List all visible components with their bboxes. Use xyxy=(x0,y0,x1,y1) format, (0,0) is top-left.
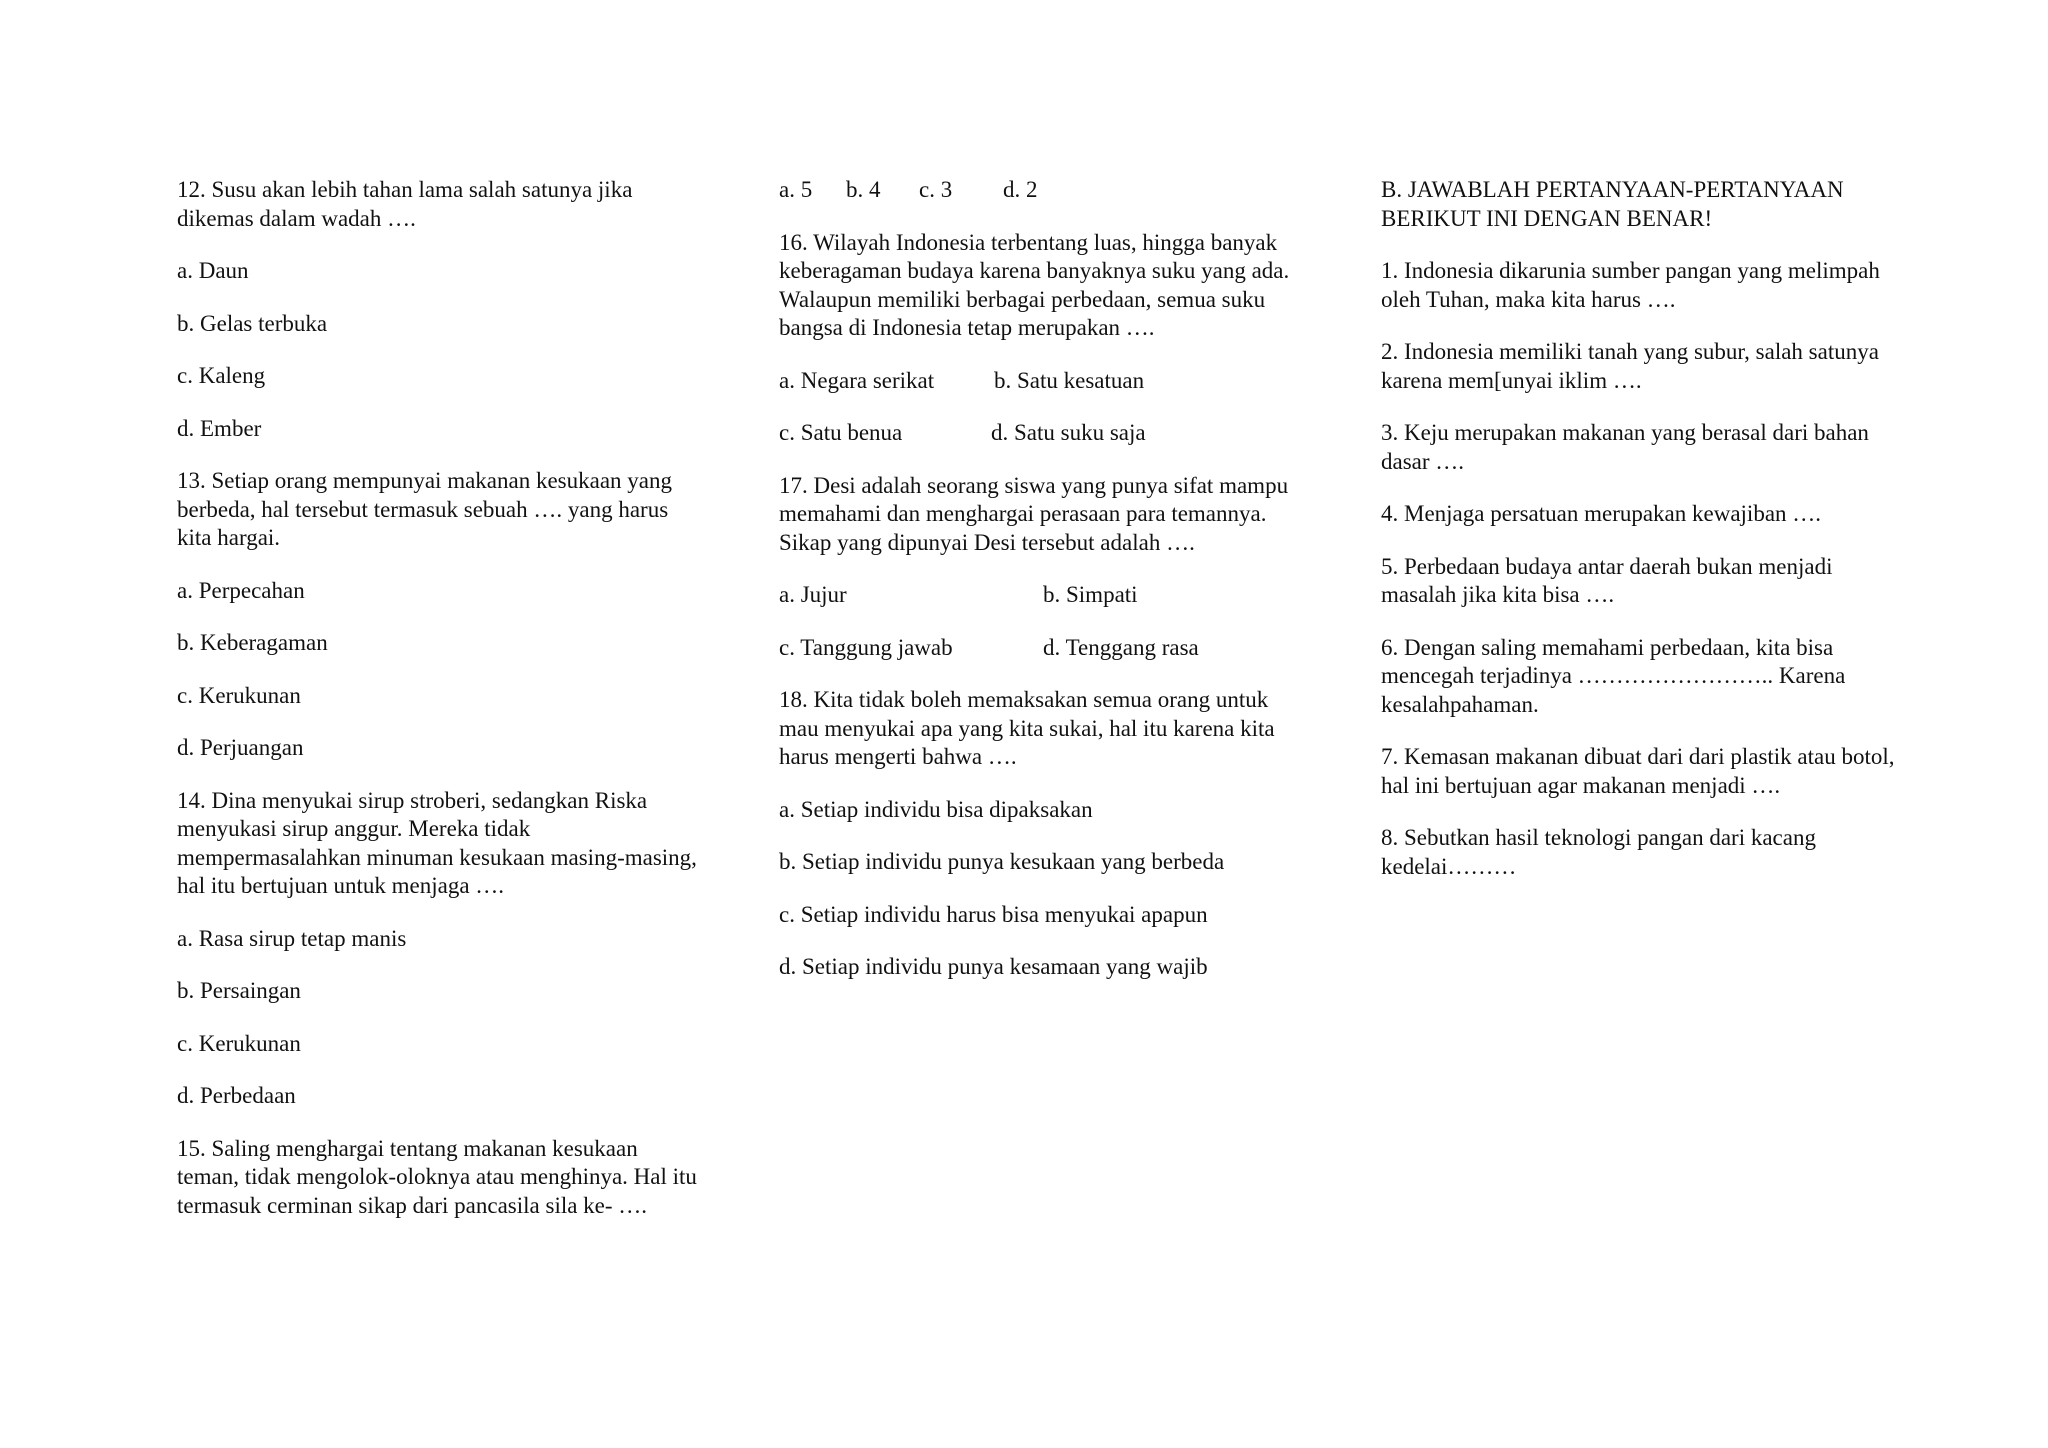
q18-option-b: b. Setiap individu punya kesukaan yang berbeda xyxy=(779,849,1225,874)
q17-option-d: d. Tenggang rasa xyxy=(1043,634,1199,660)
q17-option-a: a. Jujur xyxy=(779,582,847,607)
q15-option-b: b. 4 xyxy=(846,177,881,202)
q12-option-d: d. Ember xyxy=(177,415,262,441)
essay-question-1: 1. Indonesia dikarunia sumber pangan yang melimpah oleh Tuhan, maka kita harus …. xyxy=(1381,258,1880,312)
q12-option-c: c. Kaleng xyxy=(177,363,266,388)
essay-question-8: 8. Sebutkan hasil teknologi pangan dari kacang kedelai……… xyxy=(1381,825,1816,879)
q16-options-row-2 xyxy=(779,419,1299,448)
essay-question-4: 4. Menjaga persatuan merupakan kewajiban …. xyxy=(1381,501,1822,526)
essay-question-7: 7. Kemasan makanan dibuat dari dari plastik atau botol, hal ini bertujuan agar makanan menjadi …. xyxy=(1381,744,1895,798)
column-2 xyxy=(779,176,1299,1006)
q14-option-a: a. Rasa sirup tetap manis xyxy=(177,925,407,951)
q17-option-c: c. Tanggung jawab xyxy=(779,634,953,660)
question-13: 13. Setiap orang mempunyai makanan kesukaan yang berbeda, hal tersebut termasuk sebuah …. yang harus kita hargai. xyxy=(177,468,672,550)
q16-option-b: b. Satu kesatuan xyxy=(994,367,1145,393)
q18-option-c: c. Setiap individu harus bisa menyukai apapun xyxy=(779,901,1208,927)
q14-option-b: b. Persaingan xyxy=(177,978,301,1003)
q17-options-row-1 xyxy=(779,581,1299,610)
question-15: 15. Saling menghargai tentang makanan kesukaan teman, tidak mengolok-oloknya atau menghinya. Hal itu termasuk cerminan sikap dari pancasila sila ke- …. xyxy=(177,1135,697,1218)
question-17: 17. Desi adalah seorang siswa yang punya sifat mampu memahami dan menghargai perasaan para temannya. Sikap yang dipunyai Desi tersebut adalah …. xyxy=(779,472,1289,555)
q16-option-c: c. Satu benua xyxy=(779,420,903,445)
question-14: 14. Dina menyukai sirup stroberi, sedangkan Riska menyukasi sirup anggur. Mereka tidak mempermasalahkan minuman kesukaan masing-masing, hal itu bertujuan untuk menjaga …. xyxy=(177,787,697,898)
q15-options-row xyxy=(779,176,1299,205)
column-1 xyxy=(177,176,697,1244)
column-3 xyxy=(1381,176,1911,905)
question-18: 18. Kita tidak boleh memaksakan semua orang untuk mau menyukai apa yang kita sukai, hal itu karena kita harus mengerti bahwa …. xyxy=(779,687,1275,769)
q15-option-a: a. 5 xyxy=(779,177,813,202)
question-12: 12. Susu akan lebih tahan lama salah satunya jika dikemas dalam wadah …. xyxy=(177,177,633,231)
q17-options-row-2 xyxy=(779,634,1299,663)
essay-question-6: 6. Dengan saling memahami perbedaan, kita bisa mencegah terjadinya …………………….. Karena kesalahpahaman. xyxy=(1381,634,1846,717)
q16-option-d: d. Satu suku saja xyxy=(991,420,1146,445)
q13-option-c: c. Kerukunan xyxy=(177,682,301,708)
q15-option-c: c. 3 xyxy=(919,177,953,202)
q18-option-a: a. Setiap individu bisa dipaksakan xyxy=(779,796,1093,822)
q13-option-b: b. Keberagaman xyxy=(177,630,328,655)
q14-option-d: d. Perbedaan xyxy=(177,1083,296,1108)
q12-option-a: a. Daun xyxy=(177,258,249,283)
q13-option-d: d. Perjuangan xyxy=(177,735,304,760)
q14-option-c: c. Kerukunan xyxy=(177,1030,301,1056)
question-16: 16. Wilayah Indonesia terbentang luas, hingga banyak keberagaman budaya karena banyaknya suku yang ada. Walaupun memiliki berbagai perbedaan, semua suku bangsa di Indonesia tetap merupakan …. xyxy=(779,229,1290,340)
essay-question-2: 2. Indonesia memiliki tanah yang subur, salah satunya karena mem[unyai iklim …. xyxy=(1381,339,1879,393)
section-b-heading: B. JAWABLAH PERTANYAAN-PERTANYAAN BERIKUT INI DENGAN BENAR! xyxy=(1381,177,1844,231)
q12-option-b: b. Gelas terbuka xyxy=(177,310,328,336)
q13-option-a: a. Perpecahan xyxy=(177,577,305,603)
q16-options-row-1 xyxy=(779,367,1299,396)
essay-question-3: 3. Keju merupakan makanan yang berasal dari bahan dasar …. xyxy=(1381,420,1869,474)
essay-question-5: 5. Perbedaan budaya antar daerah bukan menjadi masalah jika kita bisa …. xyxy=(1381,553,1833,607)
q18-option-d: d. Setiap individu punya kesamaan yang wajib xyxy=(779,954,1208,979)
q17-option-b: b. Simpati xyxy=(1043,582,1138,607)
q16-option-a: a. Negara serikat xyxy=(779,367,935,393)
q15-option-d: d. 2 xyxy=(1003,177,1038,202)
